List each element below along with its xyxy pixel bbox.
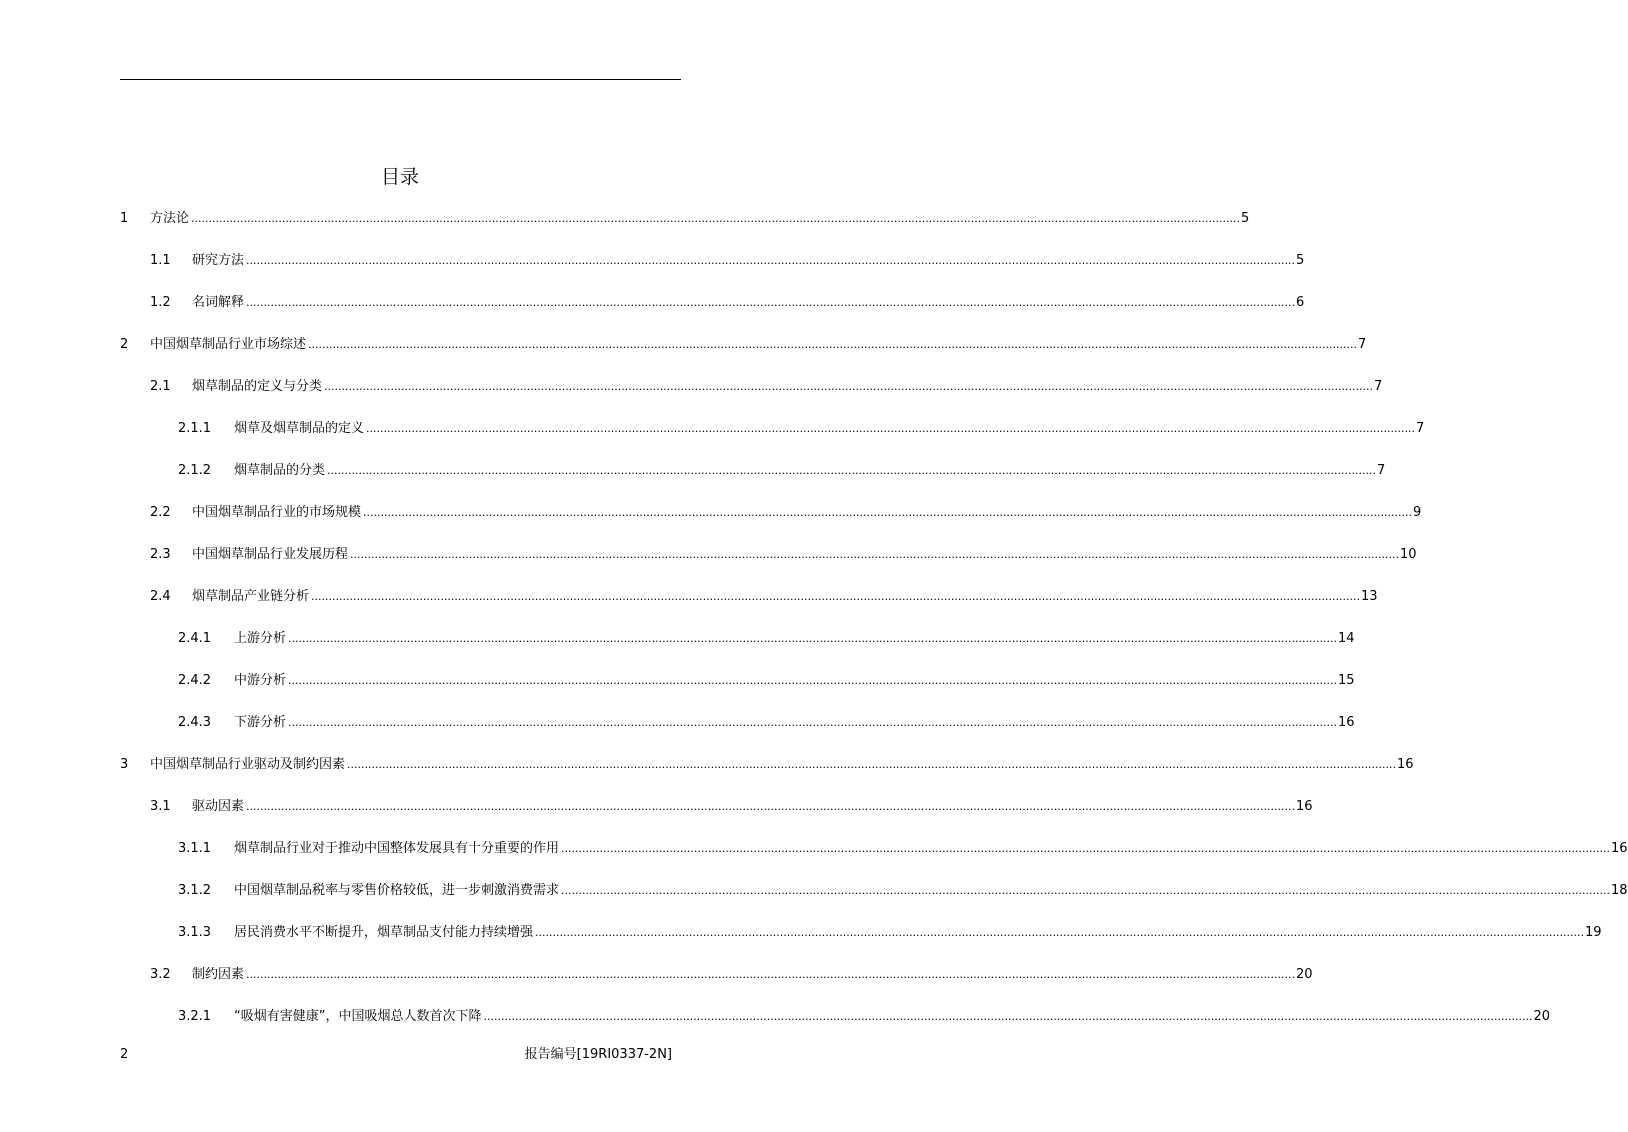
toc-entry-page: 15 — [1338, 673, 1355, 688]
toc-entry[interactable] — [120, 208, 1250, 228]
toc-entry-number: 2.1 — [150, 379, 171, 394]
toc-entry-page: 20 — [1533, 1009, 1551, 1024]
toc-entry[interactable] — [150, 586, 1378, 606]
toc-entry-title: 中国烟草制品行业驱动及制约因素 — [150, 757, 346, 772]
toc-entry-title: 上游分析 — [234, 631, 287, 646]
toc-entry-page: 5 — [1296, 253, 1305, 268]
toc-entry-number: 2.3 — [150, 547, 171, 562]
toc-entry-title: 烟草制品的定义与分类 — [192, 379, 323, 394]
toc-leader-dots: ............................................................................................................................................................................................................................................................................................................ — [327, 464, 1376, 477]
toc-entry[interactable] — [178, 418, 1425, 438]
toc-leader-dots: ............................................................................................................................................................................................................................................................................................................ — [561, 842, 1610, 855]
toc-leader-dots: ............................................................................................................................................................................................................................................................................................................ — [246, 254, 1295, 267]
toc-entry-page: 6 — [1296, 295, 1305, 310]
toc-entry-title: 驱动因素 — [192, 799, 245, 814]
toc-entry-title: 研究方法 — [192, 253, 245, 268]
toc-leader-dots: ............................................................................................................................................................................................................................................................................................................ — [246, 968, 1295, 981]
toc-leader-dots: ............................................................................................................................................................................................................................................................................................................ — [311, 590, 1360, 603]
toc-leader-dots: ............................................................................................................................................................................................................................................................................................................ — [308, 338, 1357, 351]
toc-leader-dots: ............................................................................................................................................................................................................................................................................................................ — [288, 716, 1337, 729]
toc-entry-title: 名词解释 — [192, 295, 245, 310]
toc-leader-dots: ............................................................................................................................................................................................................................................................................................................ — [363, 506, 1412, 519]
toc-entry-page: 13 — [1361, 589, 1378, 604]
toc-entry-title: 中国烟草制品行业发展历程 — [192, 547, 349, 562]
toc-leader-dots: ............................................................................................................................................................................................................................................................................................................ — [350, 548, 1399, 561]
toc-entry[interactable] — [178, 628, 1355, 648]
toc-entry-page: 14 — [1338, 631, 1355, 646]
toc-entry-page: 7 — [1416, 421, 1425, 436]
toc-entry-page: 16 — [1397, 757, 1414, 772]
toc-entry-page: 7 — [1374, 379, 1383, 394]
toc-entry-number: 3.1.1 — [178, 841, 212, 856]
toc-entry-title: 居民消费水平不断提升，烟草制品支付能力持续增强 — [234, 925, 534, 940]
toc-entry-title: 制约因素 — [192, 967, 245, 982]
toc-entry[interactable] — [178, 670, 1355, 690]
toc-entry[interactable] — [178, 838, 1628, 858]
toc-entry-title: “吸烟有害健康”，中国吸烟总人数首次下降 — [234, 1009, 482, 1024]
toc-entry-number: 1 — [120, 211, 129, 226]
toc-entry[interactable] — [150, 292, 1305, 312]
toc-entry[interactable] — [178, 880, 1628, 900]
toc-entry-number: 1.2 — [150, 295, 171, 310]
toc-entry-number: 2.4.2 — [178, 673, 212, 688]
toc-title: 目录 — [380, 166, 419, 188]
toc-entry-title: 烟草制品产业链分析 — [192, 589, 310, 604]
toc-entry-number: 2.4 — [150, 589, 171, 604]
toc-entry-page: 10 — [1400, 547, 1417, 562]
toc-entry-page: 16 — [1338, 715, 1355, 730]
toc-entry-number: 2.4.1 — [178, 631, 212, 646]
toc-entry[interactable] — [150, 502, 1422, 522]
toc-entry[interactable] — [120, 334, 1367, 354]
toc-entry-page: 20 — [1296, 967, 1313, 982]
toc-entry-title: 中游分析 — [234, 673, 287, 688]
toc-entry-page: 16 — [1611, 841, 1628, 856]
toc-entry[interactable] — [150, 250, 1305, 270]
footer-report-id: 报告编号[19RI0337-2N] — [524, 1047, 672, 1062]
toc-leader-dots: ............................................................................................................................................................................................................................................................................................................ — [288, 632, 1337, 645]
toc-entry-number: 3 — [120, 757, 129, 772]
toc-entry[interactable] — [178, 1006, 1551, 1026]
toc-entry-number: 2 — [120, 337, 129, 352]
toc-leader-dots: ............................................................................................................................................................................................................................................................................................................ — [288, 674, 1337, 687]
toc-entry[interactable] — [150, 544, 1417, 564]
toc-entry-title: 烟草制品的分类 — [234, 463, 326, 478]
toc-leader-dots: ............................................................................................................................................................................................................................................................................................................ — [246, 296, 1295, 309]
footer-page-number: 2 — [120, 1047, 129, 1062]
toc-entry[interactable] — [150, 376, 1383, 396]
toc-entry-number: 1.1 — [150, 253, 171, 268]
toc-entry-number: 3.1.2 — [178, 883, 212, 898]
toc-entry[interactable] — [178, 922, 1602, 942]
toc-entry-title: 烟草制品行业对于推动中国整体发展具有十分重要的作用 — [234, 841, 560, 856]
toc-entry-number: 3.2.1 — [178, 1009, 212, 1024]
toc-entry-title: 中国烟草制品行业市场综述 — [150, 337, 307, 352]
toc-leader-dots: ............................................................................................................................................................................................................................................................................................................ — [347, 758, 1396, 771]
toc-entry-title: 烟草及烟草制品的定义 — [234, 421, 365, 436]
toc-entry[interactable] — [150, 796, 1313, 816]
toc-leader-dots: ............................................................................................................................................................................................................................................................................................................ — [191, 212, 1240, 225]
toc-entry-title: 下游分析 — [234, 715, 287, 730]
toc-entry-number: 2.2 — [150, 505, 171, 520]
toc-entry-page: 18 — [1611, 883, 1628, 898]
toc-entry-page: 7 — [1377, 463, 1386, 478]
toc-leader-dots: ............................................................................................................................................................................................................................................................................................................ — [366, 422, 1415, 435]
toc-entry-number: 3.1 — [150, 799, 171, 814]
toc-entry-number: 3.2 — [150, 967, 171, 982]
toc-leader-dots: ............................................................................................................................................................................................................................................................................................................ — [324, 380, 1373, 393]
toc-entry[interactable] — [150, 964, 1313, 984]
toc-entry[interactable] — [178, 712, 1355, 732]
toc-entry-number: 2.4.3 — [178, 715, 212, 730]
toc-leader-dots: ............................................................................................................................................................................................................................................................................................................ — [535, 926, 1584, 939]
toc-entry-page: 7 — [1358, 337, 1367, 352]
toc-leader-dots: ............................................................................................................................................................................................................................................................................................................ — [483, 1010, 1533, 1023]
toc-entry[interactable] — [178, 460, 1386, 480]
toc-leader-dots: ............................................................................................................................................................................................................................................................................................................ — [561, 884, 1610, 897]
toc-entry-page: 5 — [1241, 211, 1250, 226]
toc-entry-title: 中国烟草制品行业的市场规模 — [192, 505, 362, 520]
header-rule — [120, 79, 681, 80]
toc-entry-title: 中国烟草制品税率与零售价格较低，进一步刺激消费需求 — [234, 883, 560, 898]
toc-entry-page: 19 — [1585, 925, 1602, 940]
toc-entry-number: 2.1.1 — [178, 421, 212, 436]
toc-entry-number: 3.1.3 — [178, 925, 212, 940]
toc-entry-page: 16 — [1296, 799, 1313, 814]
toc-entry-number: 2.1.2 — [178, 463, 212, 478]
toc-leader-dots: ............................................................................................................................................................................................................................................................................................................ — [246, 800, 1295, 813]
toc-entry-title: 方法论 — [150, 211, 190, 226]
toc-entry-page: 9 — [1413, 505, 1422, 520]
toc-entry[interactable] — [120, 754, 1414, 774]
